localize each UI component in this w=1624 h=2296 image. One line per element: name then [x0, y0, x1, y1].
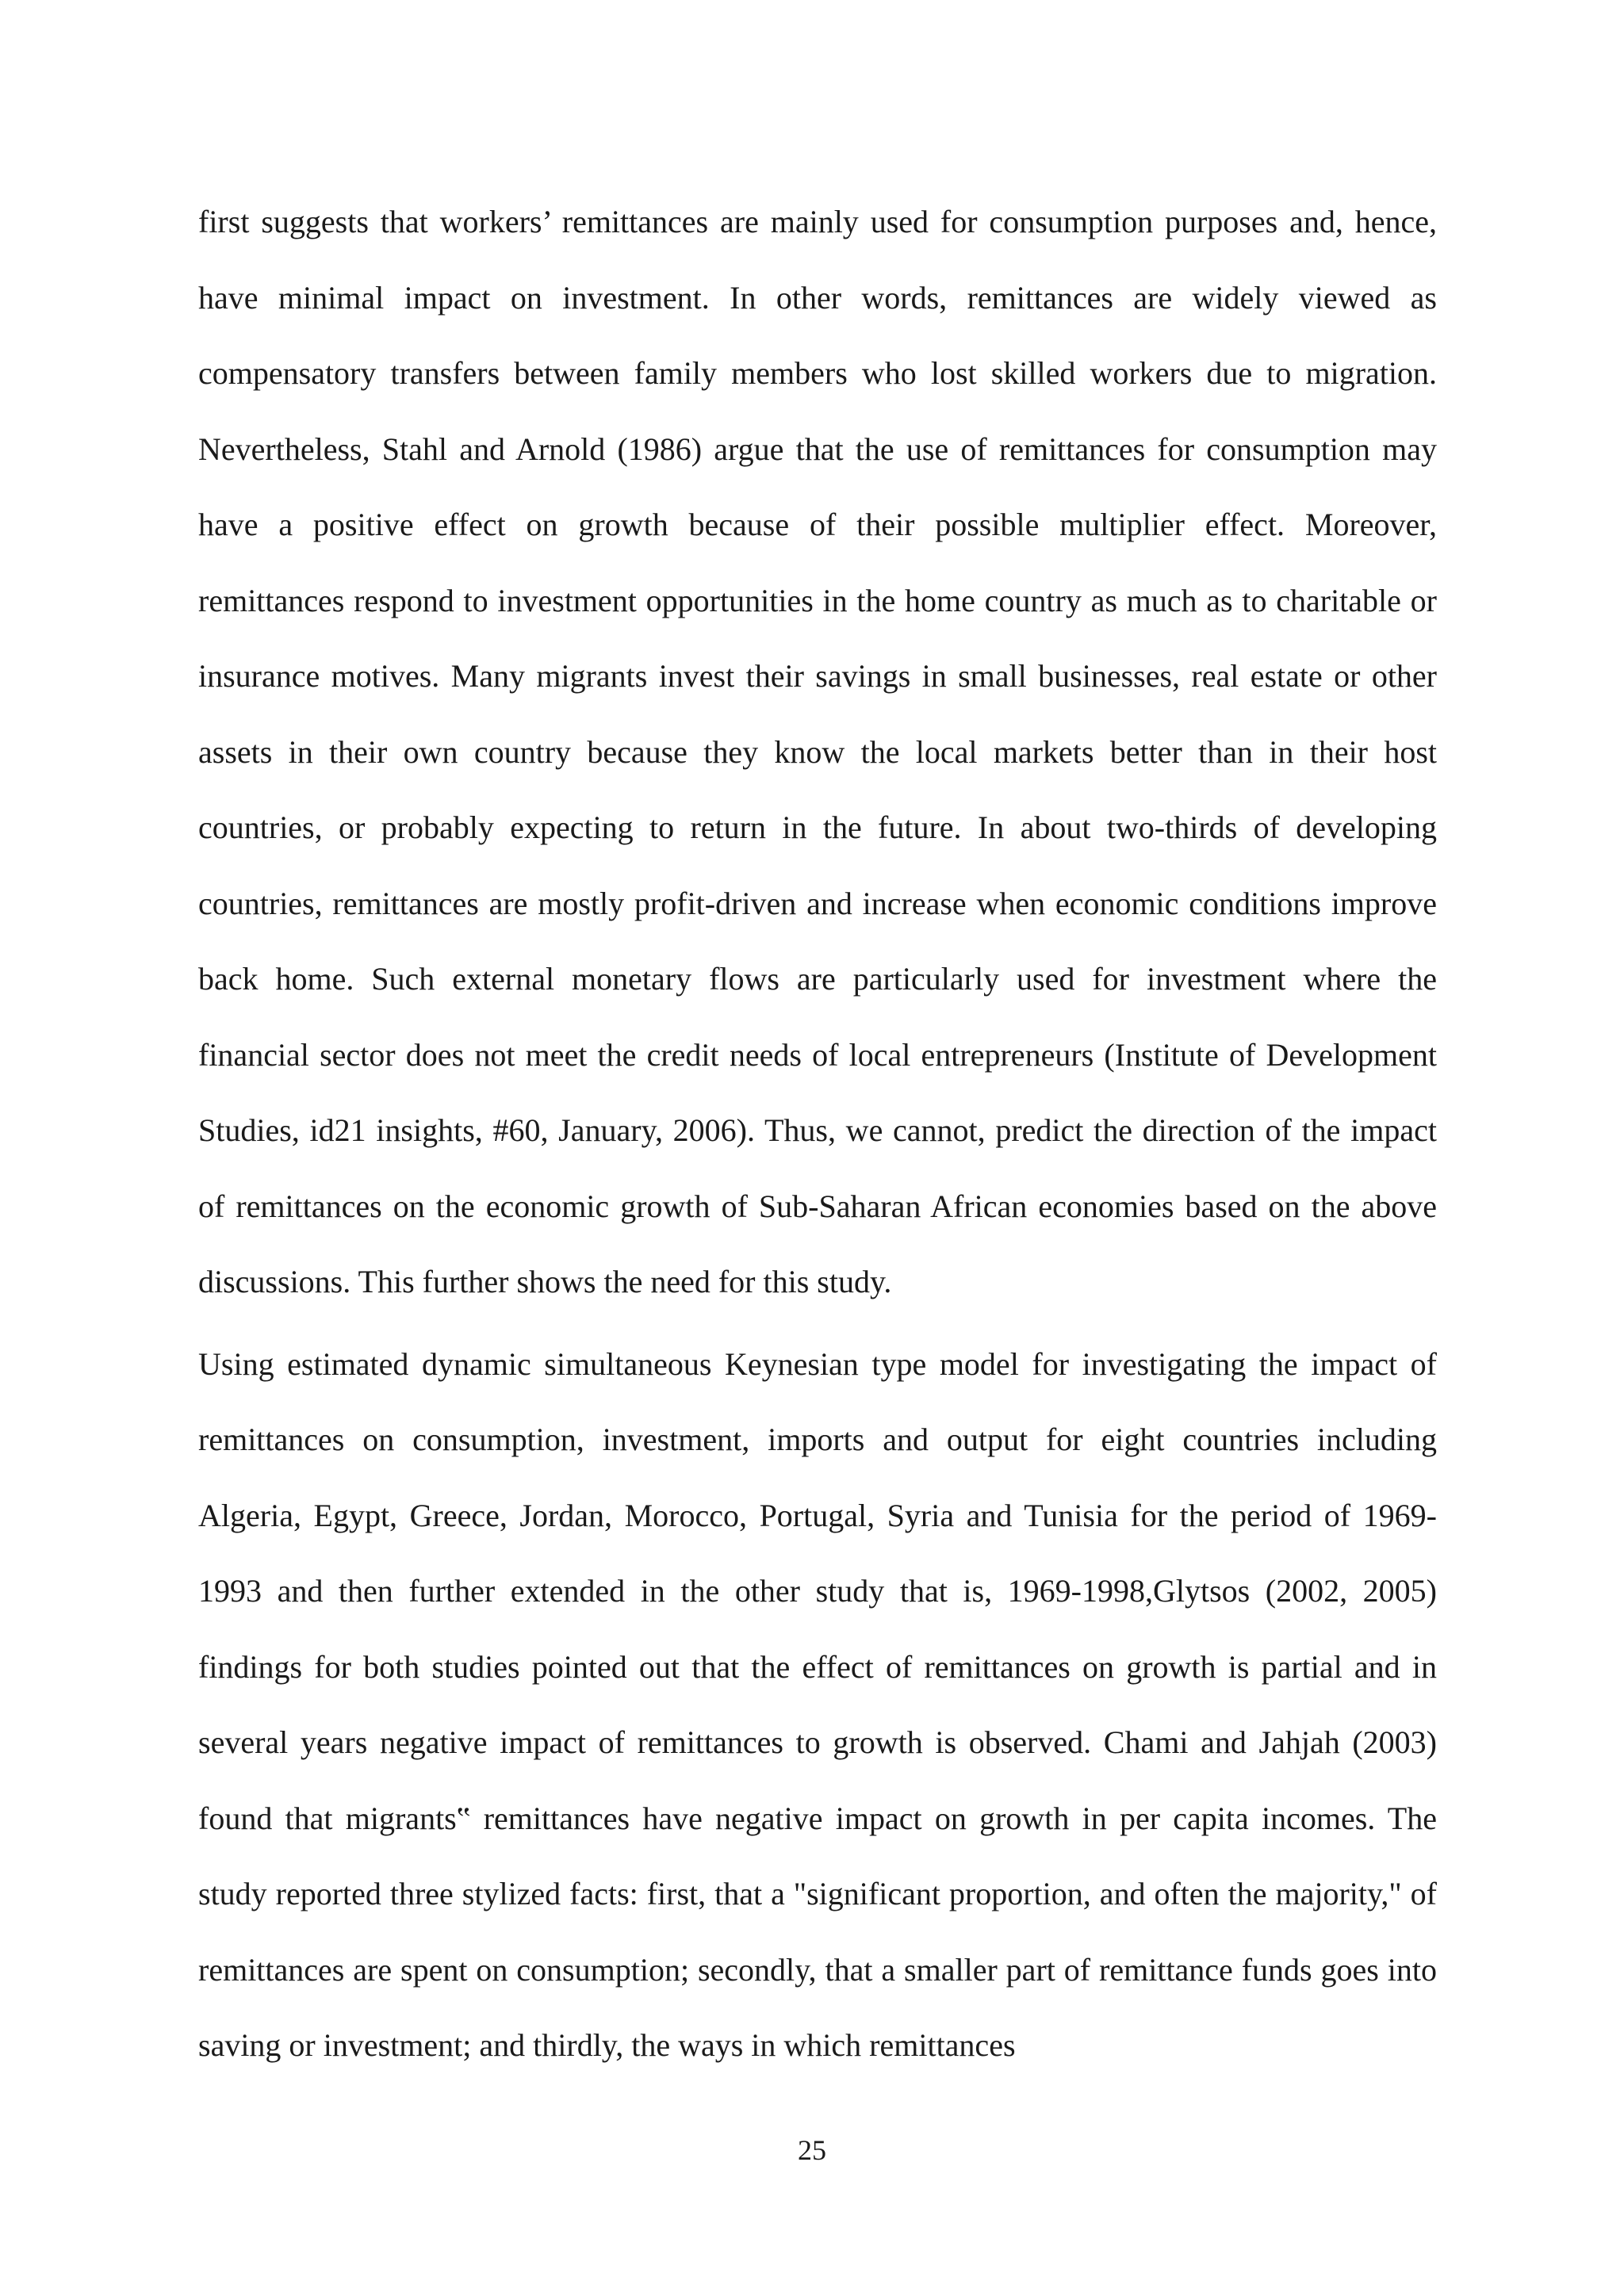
- paragraph-1: first suggests that workers’ remittances are mainly used for consumption purposes and, hence, have minimal impact on investment. In other words, remittances are widely viewed as compensatory transfers between family members who lost skilled workers due to migration. Nevertheless, Stahl and Arnold (1986) argue that the use of remittances for consumption may have a positive effect on growth because of their possible multiplier effect. Moreover, remittances respond to investment opportunities in the home country as much as to charitable or insurance motives. Many migrants invest their savings in small businesses, real estate or other assets in their own country because they know the local markets better than in their host countries, or probably expecting to return in the future. In about two-thirds of developing countries, remittances are mostly profit-driven and increase when economic conditions improve back home. Such external monetary flows are particularly used for investment where the financial sector does not meet the credit needs of local entrepreneurs (Institute of Development Studies, id21 insights, #60, January, 2006). Thus, we cannot, predict the direction of the impact of remittances on the economic growth of Sub-Saharan African economies based on the above discussions. This further shows the need for this study.: [198, 204, 1437, 1299]
- paragraph-2: Using estimated dynamic simultaneous Keynesian type model for investigating the impact of remittances on consumption, investment, imports and output for eight countries including Algeria, Egypt, Greece, Jordan, Morocco, Portugal, Syria and Tunisia for the period of 1969-1993 and then further extended in the other study that is, 1969-1998,Glytsos (2002, 2005) findings for both studies pointed out that the effect of remittances on growth is partial and in several years negative impact of remittances to growth is observed. Chami and Jahjah (2003) found that migrants‟ remittances have negative impact on growth in per capita incomes. The study reported three stylized facts: first, that a "significant proportion, and often the majority," of remittances are spent on consumption; secondly, that a smaller part of remittance funds goes into saving or investment; and thirdly, the ways in which remittances: [198, 1345, 1437, 2063]
- body-text: [198, 184, 1437, 2084]
- page-number: 25: [798, 2134, 826, 2166]
